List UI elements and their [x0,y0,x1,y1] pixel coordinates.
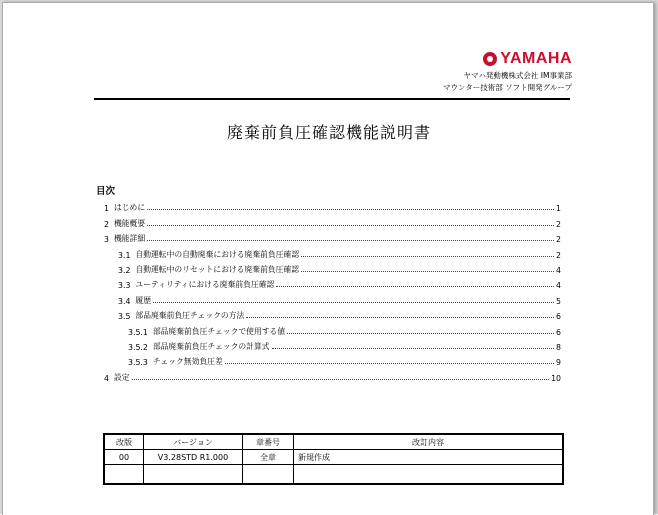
toc-text: ユーティリティにおける廃棄前負圧確認 [135,280,275,290]
toc-leader [287,333,554,334]
toc-heading: 目次 [96,186,116,197]
toc-entry-3-4[interactable] [96,290,561,305]
toc-text: 設定 [113,372,130,382]
yamaha-emblem-icon [483,52,497,66]
toc-leader [147,225,554,226]
toc-number: 3 [104,235,109,245]
cell-empty [144,465,243,485]
company-line-2: マウンター技術部 ソフト開発グループ [443,83,572,92]
company-line-1: ヤマハ発動機株式会社 IM事業部 [463,71,572,80]
toc-leader [147,240,554,241]
toc-leader [225,363,554,364]
toc-text: チェック無効負圧差 [152,357,223,367]
revision-header-row [104,434,563,450]
toc-number: 3.3 [118,281,131,291]
toc-page: 2 [556,219,561,229]
toc-leader [132,379,550,380]
toc-leader [301,256,554,257]
toc-text: 機能概要 [113,218,146,228]
toc-number: 4 [104,373,109,383]
toc-leader [147,209,554,210]
toc-text: 機能詳細 [113,234,146,244]
toc-entry-3-5-1[interactable] [96,321,561,336]
cell-empty [294,465,564,485]
col-header-revision: 改版 [104,434,144,450]
cell-chapter: 全章 [243,450,294,465]
col-header-version: バージョン [144,434,243,450]
toc-leader [276,286,554,287]
toc-page: 2 [556,235,561,245]
toc-entry-3-3[interactable] [96,275,561,290]
col-header-content: 改訂内容 [294,434,564,450]
toc-number: 1 [104,204,109,214]
toc-number: 3.5 [118,312,131,322]
toc-number: 3.5.1 [128,327,148,337]
toc-text: 自動運転中のリセットにおける廃棄前負圧確認 [135,264,300,274]
yamaha-logo [483,50,572,68]
toc-page: 5 [556,296,561,306]
toc-number: 3.2 [118,265,131,275]
toc-text: 自動運転中の自動廃棄における廃棄前負圧確認 [135,249,300,259]
cell-empty [243,465,294,485]
toc-page: 4 [556,281,561,291]
toc-leader [272,348,554,349]
table-of-contents [96,198,561,383]
cell-revision: 00 [104,450,144,465]
toc-entry-3-5[interactable] [96,306,561,321]
table-row-empty [104,465,563,485]
toc-number: 3.1 [118,250,131,260]
toc-leader [246,317,554,318]
toc-number: 3.4 [118,296,131,306]
toc-entry-3-2[interactable] [96,260,561,275]
toc-entry-2[interactable] [96,213,561,228]
toc-page: 10 [551,373,561,383]
toc-text: 履歴 [135,295,151,305]
logo-text: YAMAHA [500,50,572,67]
toc-entry-3-1[interactable] [96,244,561,259]
company-info [443,70,572,94]
toc-number: 2 [104,219,109,229]
toc-number: 3.5.2 [128,342,148,352]
toc-entry-3-5-2[interactable] [96,337,561,352]
toc-entry-3-5-3[interactable] [96,352,561,367]
toc-number: 3.5.3 [128,358,148,368]
cell-version: V3.28STD R1.000 [144,450,243,465]
document-title: 廃棄前負圧確認機能説明書 [226,123,431,142]
cell-content: 新規作成 [294,450,564,465]
col-header-chapter: 章番号 [243,434,294,450]
toc-entry-3[interactable] [96,229,561,244]
toc-text: 部品廃棄前負圧チェックで使用する値 [152,326,286,336]
toc-text: はじめに [113,203,146,213]
header-divider [94,98,570,100]
toc-page: 2 [556,250,561,260]
toc-page: 6 [556,312,561,322]
toc-page: 6 [556,327,561,337]
revision-table [103,433,564,485]
toc-page: 4 [556,265,561,275]
toc-page: 8 [556,342,561,352]
toc-page: 1 [556,204,561,214]
toc-text: 部品廃棄前負圧チェックの方法 [135,311,245,321]
toc-entry-4[interactable] [96,367,561,382]
cell-empty [104,465,144,485]
toc-text: 部品廃棄前負圧チェックの計算式 [152,341,270,351]
toc-page: 9 [556,358,561,368]
toc-entry-1[interactable] [96,198,561,213]
toc-leader [153,302,554,303]
toc-leader [301,271,554,272]
table-row [104,450,563,465]
